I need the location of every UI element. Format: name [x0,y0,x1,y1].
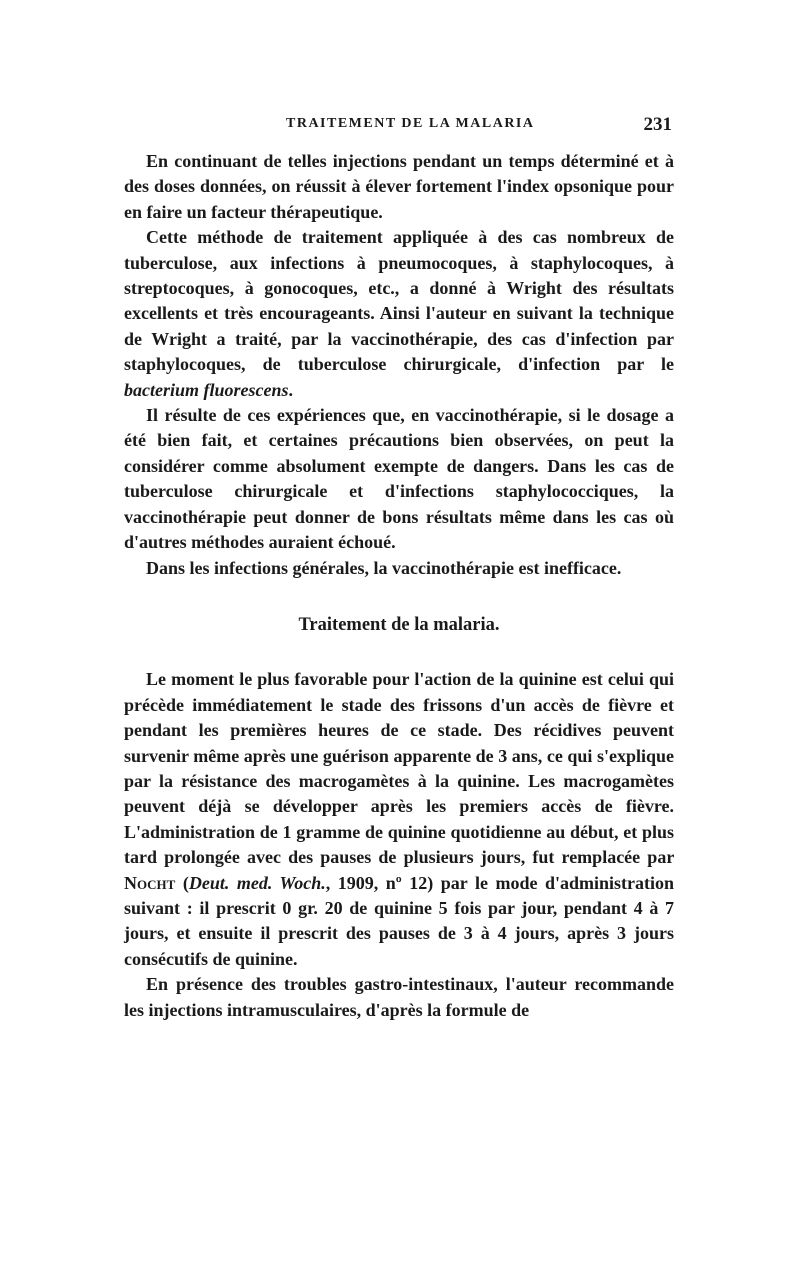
paragraph [124,667,674,972]
paragraph-text: Le moment le plus favorable pour l'action de la quinine est celui qui précède immédiatement le stade des frissons d'un accès de fièvre et pendant les premières heures de ce stade. Des récidives peuvent survenir même après une guérison apparente de 3 ans, ce qui s'explique par la résistance des macrogamètes à la quinine. Les macrogamètes peuvent déjà se développer après les premiers accès de fièvre. L'administration de 1 gramme de quinine quotidienne au début, et plus tard prolongée avec des pauses de plusieurs jours, fut remplacée par [124,669,674,868]
body-text [124,149,674,1023]
italic-term: bacterium fluorescens [124,379,289,400]
journal-title: Deut. med. Woch. [188,872,326,893]
paragraph: Dans les infections générales, la vaccinothérapie est inefficace. [146,557,622,578]
running-title: TRAITEMENT DE LA MALARIA [286,116,535,131]
paragraph-text: , 1909, nº 12) par le mode d'administration suivant : il prescrit 0 gr. 20 de quinine 5 fois par jour, pendant 4 à 7 jours, et ensuite il prescrit des pauses de 3 à 4 jours, après 3 jours consécutifs de quinine. [124,872,675,969]
punctuation: . [288,379,293,400]
paragraph: En continuant de telles injections pendant un temps déterminé et à des doses données, on réussit à élever fortement l'index opsonique pour en faire un facteur thérapeutique. [124,151,674,222]
author-name: Nocht [124,872,176,893]
paragraph [124,225,674,403]
section-heading: Traitement de la malaria. [298,614,500,635]
paragraph: Il résulte de ces expériences que, en vaccinothérapie, si le dosage a été bien fait, et certaines précautions bien observées, on peut la considérer comme absolument exempte de dangers. Dans les cas de tuberculose chirurgicale et d'infections staphylococciques, la vaccinothérapie peut donner de bons résultats même dans les cas où d'autres méthodes auraient échoué. [124,405,674,553]
section-body [124,667,674,1023]
page-number: 231 [643,114,672,135]
punctuation: ( [182,872,189,893]
paragraph: En présence des troubles gastro-intestinaux, l'auteur recommande les injections intramusculaires, d'après la formule de [124,974,674,1020]
paragraph-text: Cette méthode de traitement appliquée à des cas nombreux de tuberculose, aux infections à pneumocoques, à staphylocoques, à streptocoques, à gonocoques, etc., a donné à Wright des résultats excellents et très encourageants. Ainsi l'auteur en suivant la technique de Wright a traité, par la vaccinothérapie, des cas d'infection par staphylocoques, de tuberculose chirurgicale, d'infection par le [124,227,674,375]
page-header [126,116,672,140]
